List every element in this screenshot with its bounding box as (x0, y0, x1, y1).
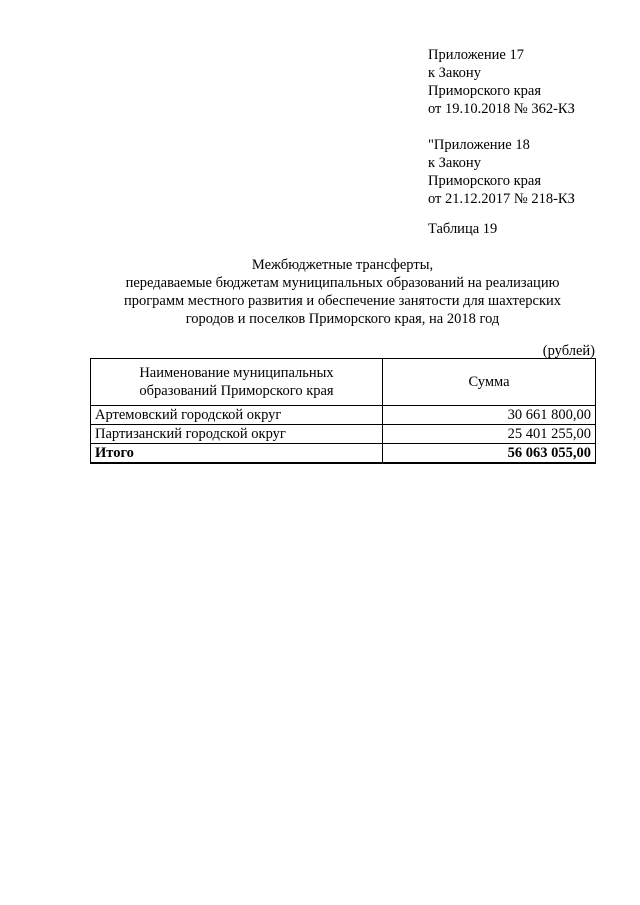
table-header-row (91, 359, 596, 406)
total-amount: 56 063 055,00 (383, 444, 596, 464)
appendix-original (428, 136, 628, 208)
appendix-line: Приморского края (428, 173, 542, 189)
header-amount: Сумма (383, 359, 596, 406)
title-line: передаваемые бюджетам муниципальных образований на реализацию (125, 275, 560, 291)
header-name-line: Наименование муниципальных (139, 365, 334, 381)
title-line: городов и поселков Приморского края, на 2018 год (185, 311, 500, 327)
appendix-line: Приложение 17 (428, 47, 524, 63)
header-name (91, 359, 383, 406)
appendix-line: "Приложение 18 (428, 137, 530, 153)
row-amount: 30 661 800,00 (383, 406, 596, 425)
appendix-line: от 21.12.2017 № 218-КЗ (428, 191, 575, 207)
appendix-current (428, 46, 628, 208)
table-row (91, 406, 596, 425)
header-name-line: образований Приморского края (139, 383, 334, 399)
row-name: Артемовский городской округ (91, 406, 383, 425)
transfers-table (90, 358, 596, 464)
appendix-line: от 19.10.2018 № 362-КЗ (428, 101, 575, 117)
document-title (90, 256, 595, 328)
total-name: Итого (91, 444, 383, 464)
table-number: Таблица 19 (428, 221, 498, 237)
title-line: Межбюджетные трансферты, (251, 257, 434, 273)
title-line: программ местного развития и обеспечение занятости для шахтерских (123, 293, 562, 309)
appendix-line: Приморского края (428, 83, 542, 99)
row-amount: 25 401 255,00 (383, 425, 596, 444)
appendix-line: к Закону (428, 155, 481, 171)
row-name: Партизанский городской округ (91, 425, 383, 444)
table-total-row (91, 444, 596, 464)
appendix-line: к Закону (428, 65, 481, 81)
units-label: (рублей) (542, 343, 595, 359)
table-row (91, 425, 596, 444)
